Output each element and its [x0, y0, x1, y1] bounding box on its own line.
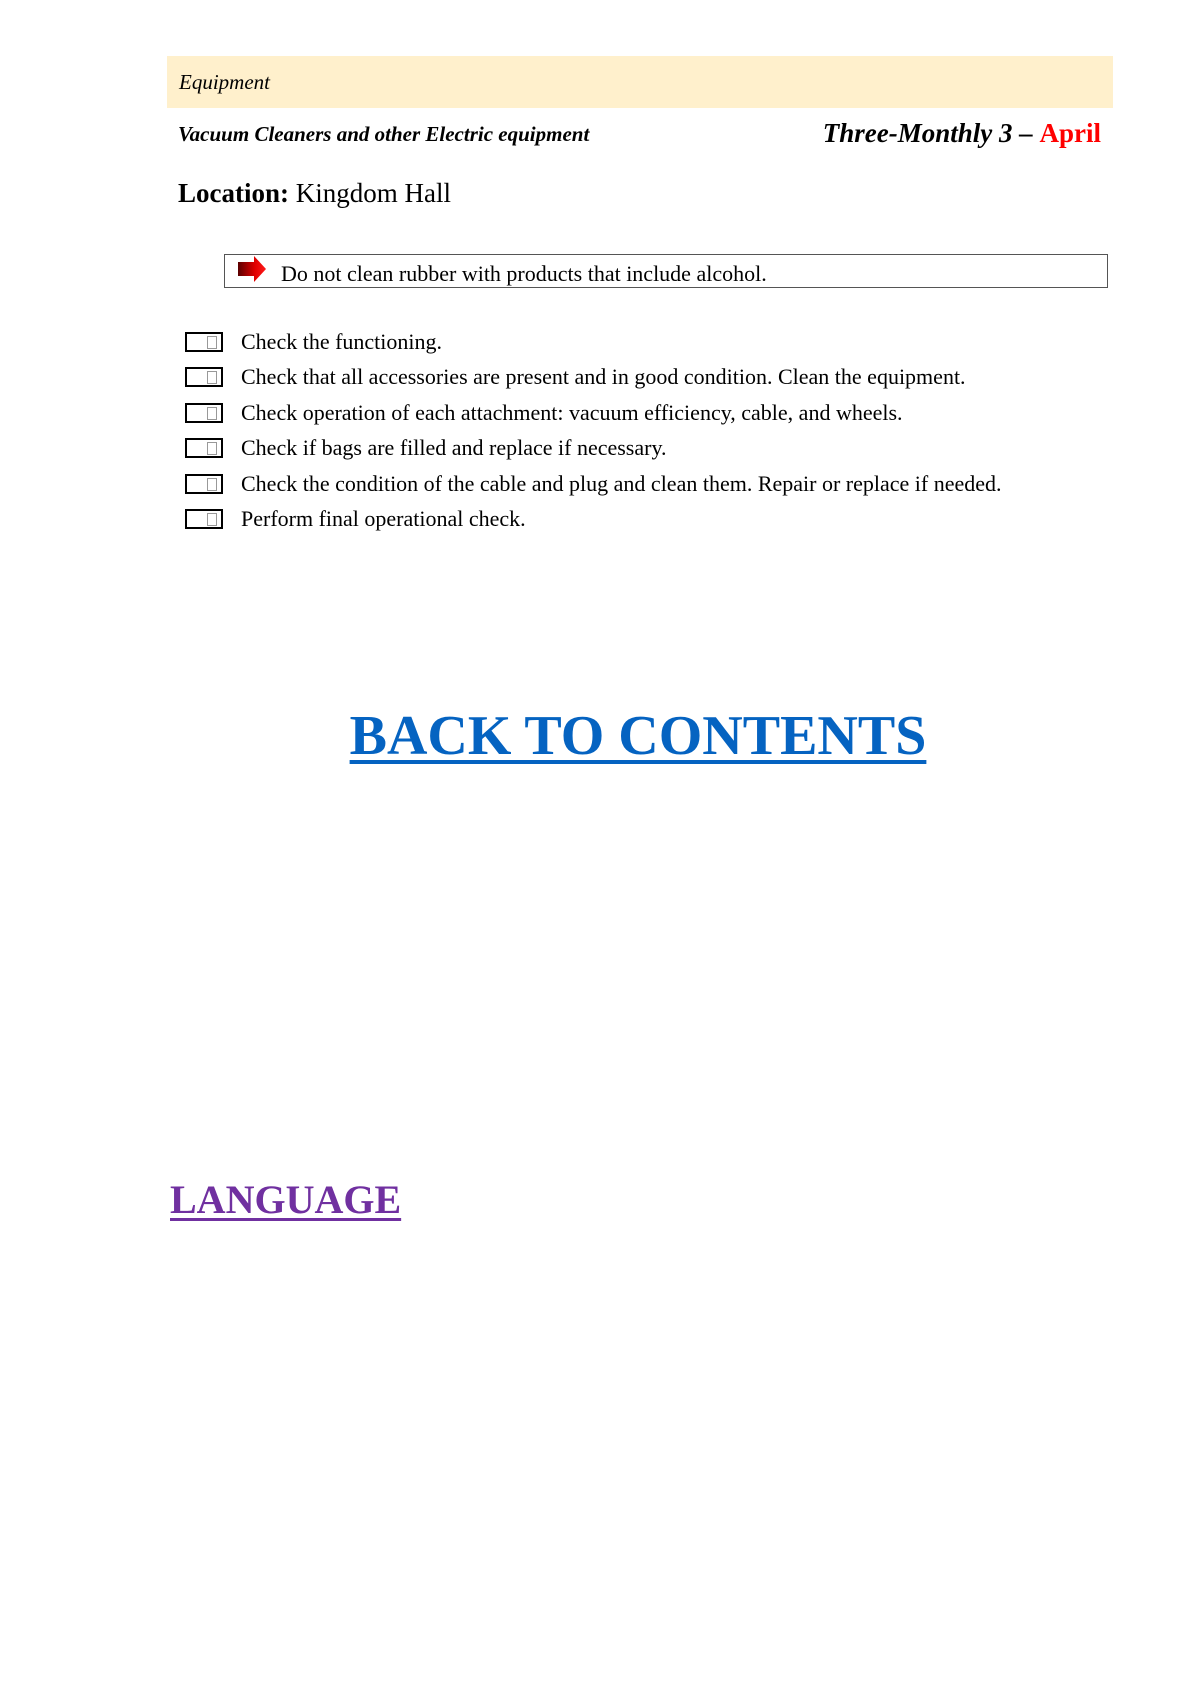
checkbox-glyph-icon — [207, 442, 217, 455]
checklist-item — [185, 502, 1002, 538]
checklist-item-label: Check that all accessories are present and in good condition. Clean the equipment. — [241, 364, 966, 390]
equipment-title: Vacuum Cleaners and other Electric equipment — [178, 122, 590, 146]
checkbox[interactable] — [185, 509, 223, 529]
checklist-item-label: Perform final operational check. — [241, 506, 526, 532]
checklist-item-label: Check the functioning. — [241, 328, 443, 354]
checkbox-glyph-icon — [207, 371, 217, 384]
back-to-contents-link[interactable]: BACK TO CONTENTS — [349, 705, 927, 767]
frequency-label: Three-Monthly 3 — [822, 118, 1013, 148]
warning-note-text: Do not clean rubber with products that include alcohol. — [281, 261, 767, 286]
category-label: Equipment — [179, 70, 270, 94]
month-label: April — [1039, 118, 1101, 148]
location-label: Location: — [178, 178, 289, 208]
checkbox[interactable] — [185, 438, 223, 458]
frequency-separator: – — [1012, 118, 1040, 148]
warning-note — [224, 254, 1108, 288]
checkbox[interactable] — [185, 474, 223, 494]
checklist-item-label: Check operation of each attachment: vacuum efficiency, cable, and wheels. — [241, 399, 903, 425]
checkbox-glyph-icon — [207, 336, 217, 349]
checkbox[interactable] — [185, 403, 223, 423]
language-link[interactable]: LANGUAGE — [170, 1177, 402, 1222]
checkbox-glyph-icon — [207, 478, 217, 491]
checklist-item — [185, 466, 1002, 502]
checklist-item-label: Check the condition of the cable and plug and clean them. Repair or replace if needed. — [241, 470, 1002, 496]
task-checklist — [185, 324, 1002, 537]
checklist-item-label: Check if bags are filled and replace if necessary. — [241, 435, 667, 461]
checkbox[interactable] — [185, 332, 223, 352]
checklist-item — [185, 324, 1002, 360]
location-line — [178, 178, 451, 209]
red-arrow-right-icon — [238, 256, 268, 282]
checkbox-glyph-icon — [207, 513, 217, 526]
location-value: Kingdom Hall — [295, 178, 451, 208]
checklist-item — [185, 395, 1002, 431]
checklist-item — [185, 360, 1002, 396]
schedule-frequency — [823, 118, 1101, 149]
checklist-item — [185, 431, 1002, 467]
checkbox-glyph-icon — [207, 407, 217, 420]
checkbox[interactable] — [185, 367, 223, 387]
category-header-band — [167, 56, 1113, 108]
